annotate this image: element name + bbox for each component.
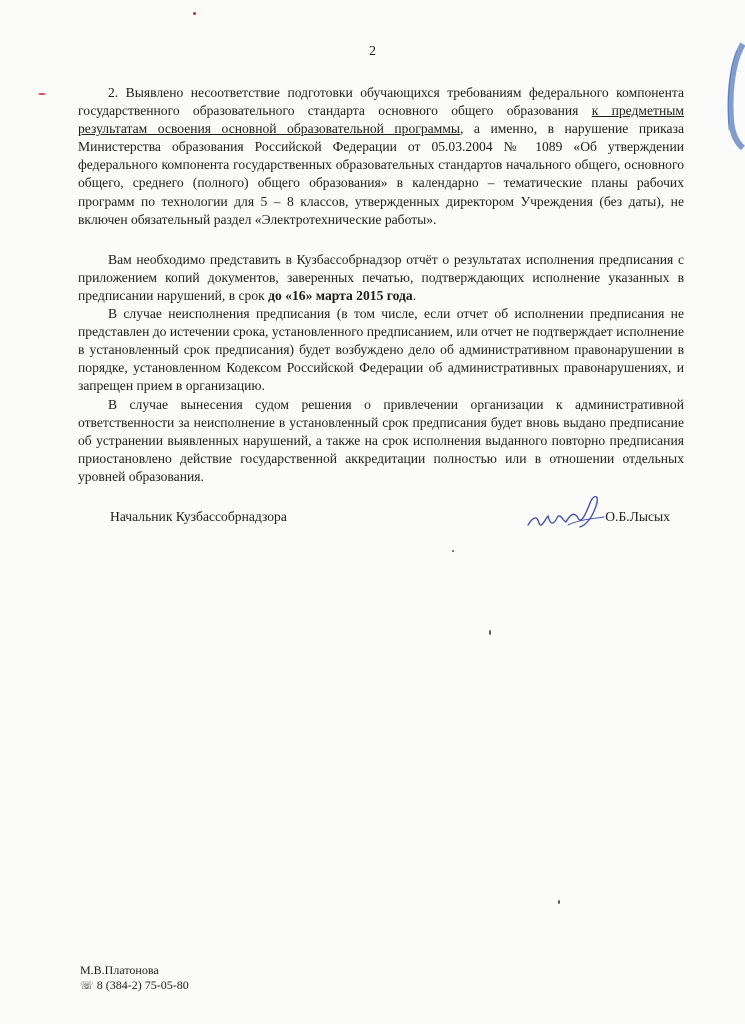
author-name: М.В.Платонова bbox=[80, 963, 159, 977]
telephone-icon: ☏ bbox=[80, 979, 94, 992]
signature-block bbox=[110, 505, 670, 545]
scan-speck bbox=[558, 900, 560, 904]
document-body bbox=[78, 84, 684, 486]
paragraph-violation bbox=[78, 84, 684, 229]
report-text: Вам необходимо представить в Кузбассобрнадзор отчёт о результатах исполнения предписания с приложением копий документов, заверенных печатью, подтверждающих исполнение указанных в предписании нарушений, в срок bbox=[78, 251, 684, 303]
page-number: 2 bbox=[369, 44, 376, 59]
stamp-fragment bbox=[723, 40, 745, 150]
scan-speck bbox=[193, 12, 196, 15]
phone-number: 8 (384-2) 75-05-80 bbox=[96, 978, 189, 992]
document-footer bbox=[80, 963, 189, 993]
paragraph-court-decision: В случае вынесения судом решения о привлечении организации к административной ответственности за неисполнение в установленный срок предписания будет вновь выдано предписание об устранении выявленных нарушений, а также на срок исполнения выданного повторно предписания приостановлено действие государственной аккредитации полностью или в отношении отдельных уровней образования. bbox=[78, 396, 684, 484]
signatory-position: Начальник Кузбассобрнадзора bbox=[110, 509, 287, 524]
violation-details: , а именно, в нарушение приказа Министерства образования Российской Федерации от 05.03.2004 № 1089 «Об утверждении федерального компонента государственных образовательных стандартов начального общего, основного общего, среднего (полного) общего образования» в календарно – тематические планы рабочих программ по технологии для 5 – 8 классов, утвержденных директором Учреждения (без даты), не включен обязательный раздел «Электротехнические работы». bbox=[78, 121, 684, 227]
scan-speck bbox=[38, 93, 46, 95]
scan-speck bbox=[452, 550, 454, 552]
signatory-name: О.Б.Лысых bbox=[605, 509, 670, 524]
violation-underlined-text: к предметным результатам освоения основной образовательной программы bbox=[78, 103, 684, 137]
scan-speck bbox=[489, 630, 491, 635]
report-deadline: до «16» марта 2015 года bbox=[268, 287, 413, 303]
violation-text: 2. Выявлено несоответствие подготовки обучающихся требованиям федерального компонента государственного образовательного стандарта основного общего образования bbox=[78, 85, 684, 119]
author-phone bbox=[80, 978, 189, 993]
report-end: . bbox=[412, 287, 417, 303]
handwritten-signature bbox=[524, 491, 614, 535]
paragraph-non-compliance: В случае неисполнения предписания (в том числе, если отчет об исполнении предписания не представлен до истечении срока, установленного предписанием, или отчет не подтверждает исполнение в установленный срок предписания) будет возбуждено дело об административном правонарушении в порядке, установленном Кодексом Российской Федерации об административных правонарушениях, и запрещен прием в организацию. bbox=[78, 306, 684, 394]
paragraph-report-requirement bbox=[78, 251, 684, 305]
